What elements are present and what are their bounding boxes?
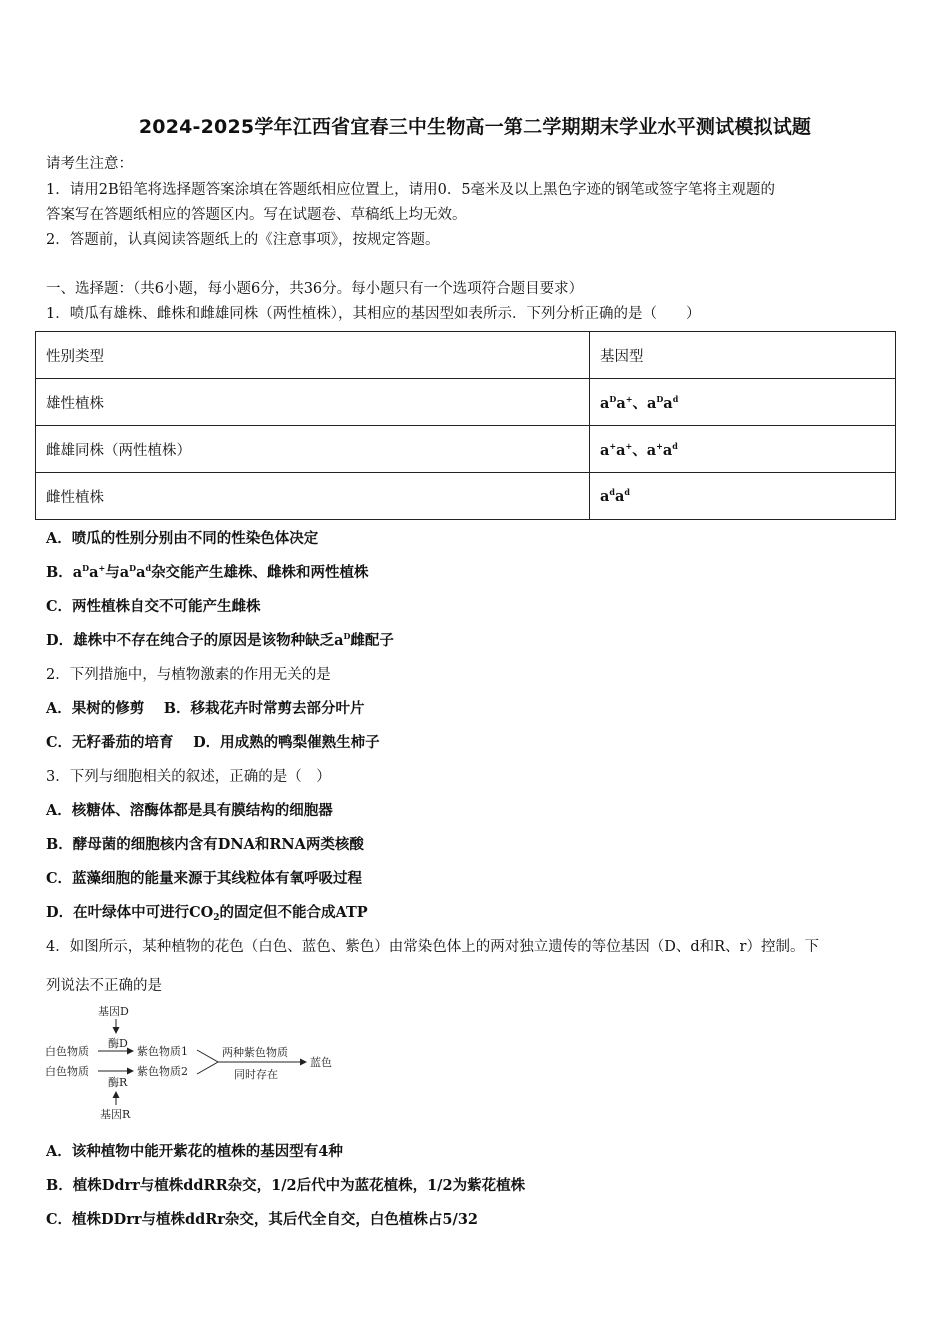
q1-option-c: C．两性植株自交不可能产生雌株 [46,598,261,615]
q4-stem-line1: 4．如图所示，某种植物的花色（白色、蓝色、紫色）由常染色体上的两对独立遗传的等位基因（D、d和R、r）控制。下 [46,939,819,955]
q4-option-a: A．该种植物中能开紫花的植株的基因型有4种 [46,1143,343,1160]
q3-stem: 3．下列与细胞相关的叙述，正确的是（ ） [46,769,331,785]
table-cell-type: 雌性植株 [36,473,590,520]
q3-option-c: C．蓝藻细胞的能量来源于其线粒体有氧呼吸过程 [46,870,363,887]
enzyme-d-label: 酶D [108,1037,128,1050]
purple-substance-2: 紫色物质2 [137,1065,188,1078]
q1-option-d: D．雄株中不存在纯合子的原因是该物种缺乏$a^D$雌配子 [46,631,394,649]
gene-r-label: 基因R [100,1108,131,1121]
q4-option-b: B．植株Ddrr与植株ddRR杂交，1/2后代中为蓝花植株，1/2为紫花植株 [46,1177,526,1194]
both-purple-label: 两种紫色物质 [222,1046,288,1059]
q3-option-b: B．酵母菌的细胞核内含有DNA和RNA两类核酸 [46,836,364,853]
q4-option-c: C．植株DDrr与植株ddRr杂交，其后代全自交，白色植株占5/32 [46,1211,478,1228]
merge-connector [197,1050,218,1074]
table-cell-genotype: a+a+、$a^+a^d$ [590,426,896,473]
notice-item-2: 2．答题前，认真阅读答题纸上的《注意事项》，按规定答题。 [46,232,440,248]
table-cell-type: 雄性植株 [36,379,590,426]
q2-stem: 2．下列措施中，与植物激素的作用无关的是 [46,667,331,683]
purple-substance-1: 紫色物质1 [137,1045,188,1058]
q2-options-ab: A．果树的修剪 B．移栽花卉时常剪去部分叶片 [46,700,365,717]
white-substance-2: 白色物质 [45,1065,89,1078]
notice-item-1a: 1．请用2B铅笔将选择题答案涂填在答题纸相应位置上，请用0．5毫米及以上黑色字迹的钢笔或签字笔将主观题的 [46,182,776,198]
q4-stem-line2: 列说法不正确的是 [46,978,162,994]
white-substance-1: 白色物质 [45,1045,89,1058]
table-cell-genotype: $a^Da^+$、$a^Da^d$ [590,379,896,426]
gene-d-label: 基因D [98,1005,129,1018]
table-cell-type: 雌雄同株（两性植株） [36,426,590,473]
section-heading: 一、选择题：（共6小题，每小题6分，共36分。每小题只有一个选项符合题目要求） [46,281,584,297]
q1-option-b: B．$a^Da^+$与$a^Da^d$杂交能产生雄株、雌株和两性植株 [46,563,369,581]
q1-option-a: A．喷瓜的性别分别由不同的性染色体决定 [46,530,319,547]
table-cell-genotype: $a^da^d$ [590,473,896,520]
q3-option-a: A．核糖体、溶酶体都是具有膜结构的细胞器 [46,802,333,819]
table-row [36,473,896,520]
table-header-row [36,332,896,379]
table-row [36,379,896,426]
pathway-diagram [40,1000,350,1125]
table-header-genotype: 基因型 [590,332,896,379]
coexist-label: 同时存在 [234,1068,278,1081]
q1-stem: 1．喷瓜有雄株、雌株和雌雄同株（两性植株），其相应的基因型如表所示．下列分析正确的是（ ） [46,306,701,322]
table-row [36,426,896,473]
table-header-sex: 性别类型 [36,332,590,379]
q2-options-cd: C．无籽番茄的培育 D．用成熟的鸭梨催熟生柿子 [46,734,380,751]
page-title: 2024-2025学年江西省宜春三中生物高一第二学期期末学业水平测试模拟试题 [138,116,812,138]
enzyme-r-label: 酶R [108,1076,128,1089]
q3-option-d: D．在叶绿体中可进行$CO_2$的固定但不能合成ATP [46,904,368,923]
notice-item-1b: 答案写在答题纸相应的答题区内。写在试题卷、草稿纸上均无效。 [46,207,467,223]
genotype-table [35,331,896,520]
notice-heading: 请考生注意： [46,156,133,172]
blue-label: 蓝色 [310,1056,332,1069]
